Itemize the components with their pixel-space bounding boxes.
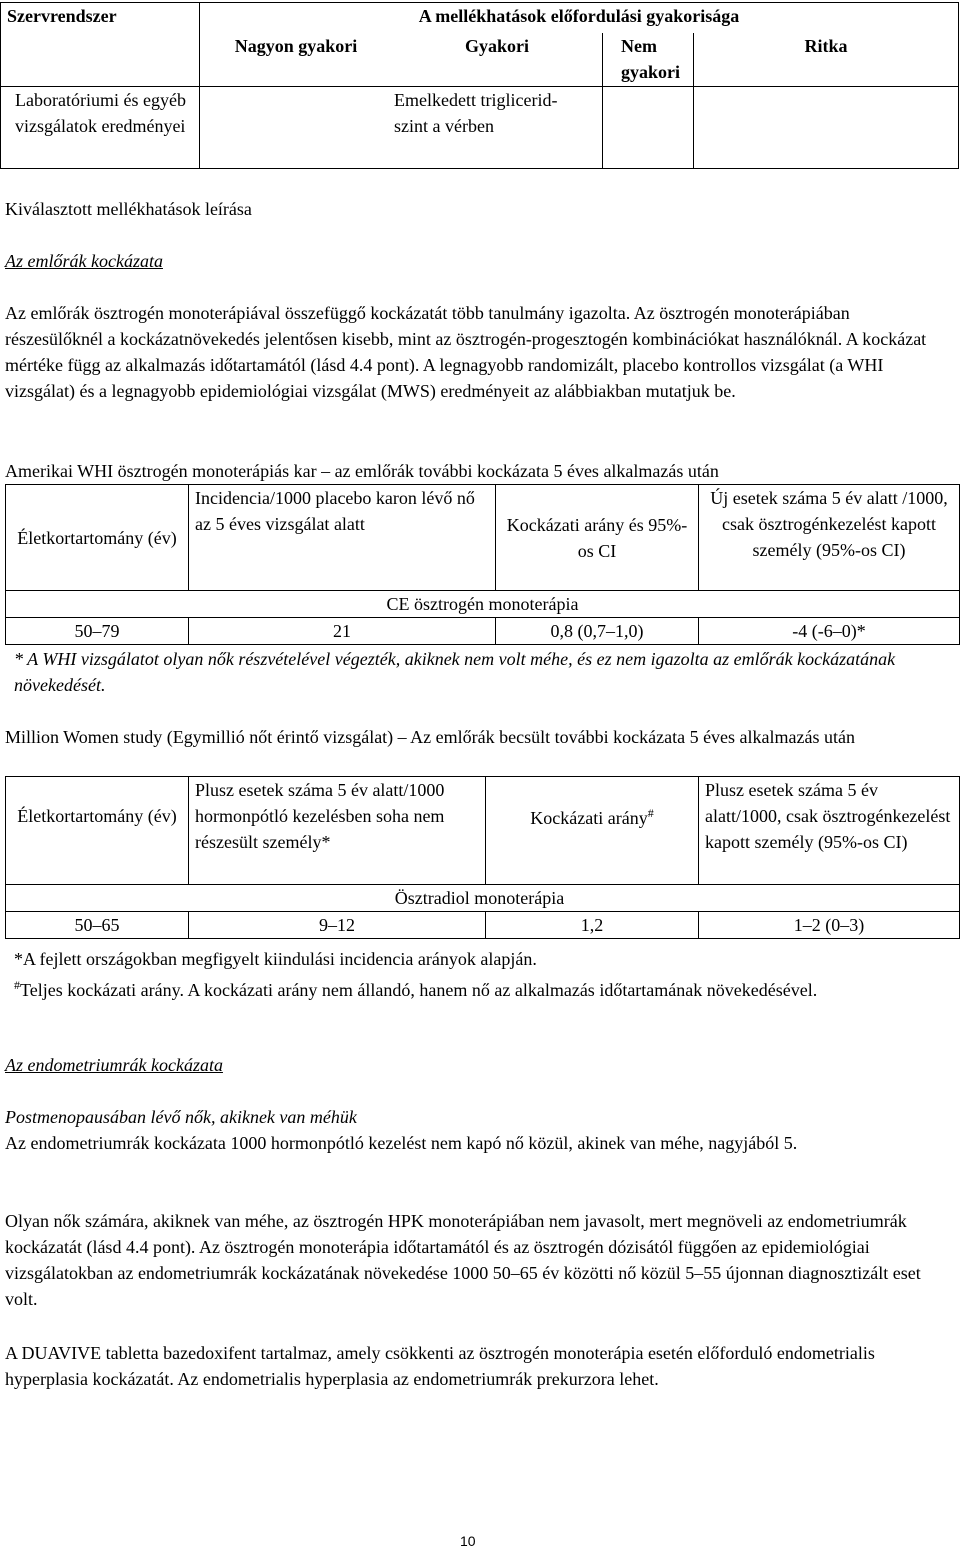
whi-header-new-cases: Új esetek száma 5 év alatt /1000, csak ösztrogénkezelést kapott személy (95%-os CI) <box>699 485 960 591</box>
whi-cell-new-cases: -4 (-6–0)* <box>699 618 960 645</box>
row-label-lab: Laboratóriumi és egyéb vizsgálatok eredményei <box>1 87 200 169</box>
mws-cell-ratio: 1,2 <box>486 912 699 939</box>
organ-system-header: Szervrendszer <box>1 3 200 87</box>
mws-footnote-1: *A fejlett országokban megfigyelt kiindulási incidencia arányok alapján. <box>14 949 537 969</box>
whi-subheader: CE ösztrogén monoterápia <box>6 591 960 618</box>
whi-caption: Amerikai WHI ösztrogén monoterápiás kar – az emlőrák további kockázata 5 éves alkalmazás után <box>5 461 719 481</box>
breast-cancer-heading: Az emlőrák kockázata <box>5 251 163 271</box>
mws-cell-new-cases: 1–2 (0–3) <box>699 912 960 939</box>
endometrial-heading: Az endometriumrák kockázata <box>5 1055 223 1075</box>
freq-uncommon: Nem gyakori <box>603 33 694 87</box>
mws-cell-plus-cases: 9–12 <box>189 912 486 939</box>
whi-table <box>5 484 960 645</box>
mws-subheader: Ösztradiol monoterápia <box>6 885 960 912</box>
mws-header-ratio: Kockázati arány# <box>486 777 699 885</box>
whi-header-age: Életkortartomány (év) <box>6 485 189 591</box>
mws-header-sup: # <box>647 806 654 820</box>
whi-footnote: * A WHI vizsgálatot olyan nők részvételével végezték, akiknek nem volt méhe, és ez nem igazolta az emlőrák kockázatának növekedését. <box>14 649 896 695</box>
mws-header-plus-cases: Plusz esetek száma 5 év alatt/1000 hormonpótló kezelésben soha nem részesült személy* <box>189 777 486 885</box>
whi-header-incidence: Incidencia/1000 placebo karon lévő nő az 5 éves vizsgálat alatt <box>189 485 496 591</box>
mws-table <box>5 776 960 939</box>
endometrial-paragraph-3: A DUAVIVE tabletta bazedoxifent tartalmaz, amely csökkenti az ösztrogén monoterápia esetén előforduló endometrialis hyperplasia kockázatát. Az endometrialis hyperplasia az endometriumrák prekurzora lehet. <box>5 1343 875 1389</box>
cell-very-common <box>200 87 393 169</box>
whi-cell-ratio: 0,8 (0,7–1,0) <box>496 618 699 645</box>
mws-caption: Million Women study (Egymillió nőt érintő vizsgálat) – Az emlőrák becsült további kockázata 5 éves alkalmazás után <box>5 727 855 747</box>
whi-cell-age: 50–79 <box>6 618 189 645</box>
cell-uncommon <box>603 87 694 169</box>
section-heading: Kiválasztott mellékhatások leírása <box>5 199 252 219</box>
page-number: 10 <box>460 1533 476 1549</box>
endometrial-subheading: Postmenopausában lévő nők, akiknek van méhük <box>5 1107 357 1127</box>
adverse-reactions-table <box>0 2 959 169</box>
cell-common: Emelkedett trigliceridszint a vérben <box>392 87 603 169</box>
whi-cell-incidence: 21 <box>189 618 496 645</box>
endometrial-paragraph-1: Az endometriumrák kockázata 1000 hormonpótló kezelést nem kapó nő közül, akinek van méhe, nagyjából 5. <box>5 1133 798 1153</box>
mws-footnote-2: #Teljes kockázati arány. A kockázati arány nem állandó, hanem nő az alkalmazás időtartamának növekedésével. <box>14 978 818 1000</box>
breast-cancer-paragraph: Az emlőrák ösztrogén monoterápiával összefüggő kockázatát több tanulmány igazolta. Az ösztrogén monoterápiában részesülőknél a kockázatnövekedés jelentősen kisebb, mint az ösztrogén-progesztogén kombinációkat használóknál. A kockázat mértéke függ az alkalmazás időtartamától (lásd 4.4 pont). A legnagyobb randomizált, placebo kontrollos vizsgálat (a WHI vizsgálat) és a legnagyobb epidemiológiai vizsgálat (MWS) eredményeit az alábbiakban mutatjuk be. <box>5 303 927 401</box>
frequency-group-header: A mellékhatások előfordulási gyakorisága <box>200 3 959 33</box>
freq-rare: Ritka <box>694 33 959 87</box>
cell-rare <box>694 87 959 169</box>
whi-header-ratio: Kockázati arány és 95%-os CI <box>496 485 699 591</box>
freq-common: Gyakori <box>392 33 603 87</box>
endometrial-paragraph-2: Olyan nők számára, akiknek van méhe, az ösztrogén HPK monoterápiában nem javasolt, mert megnöveli az endometriumrák kockázatát (lásd 4.4 pont). Az ösztrogén monoterápia időtartamától és az ösztrogén dózisától függően az epidemiológiai vizsgálatokban az endometriumrák kockázatának növekedése 1000 50–65 év közötti nő közül 5–55 újonnan diagnosztizált eset volt. <box>5 1211 921 1309</box>
mws-cell-age: 50–65 <box>6 912 189 939</box>
mws-header-age: Életkortartomány (év) <box>6 777 189 885</box>
mws-header-new-cases: Plusz esetek száma 5 év alatt/1000, csak ösztrogénkezelést kapott személy (95%-os CI) <box>699 777 960 885</box>
freq-very-common: Nagyon gyakori <box>200 33 393 87</box>
